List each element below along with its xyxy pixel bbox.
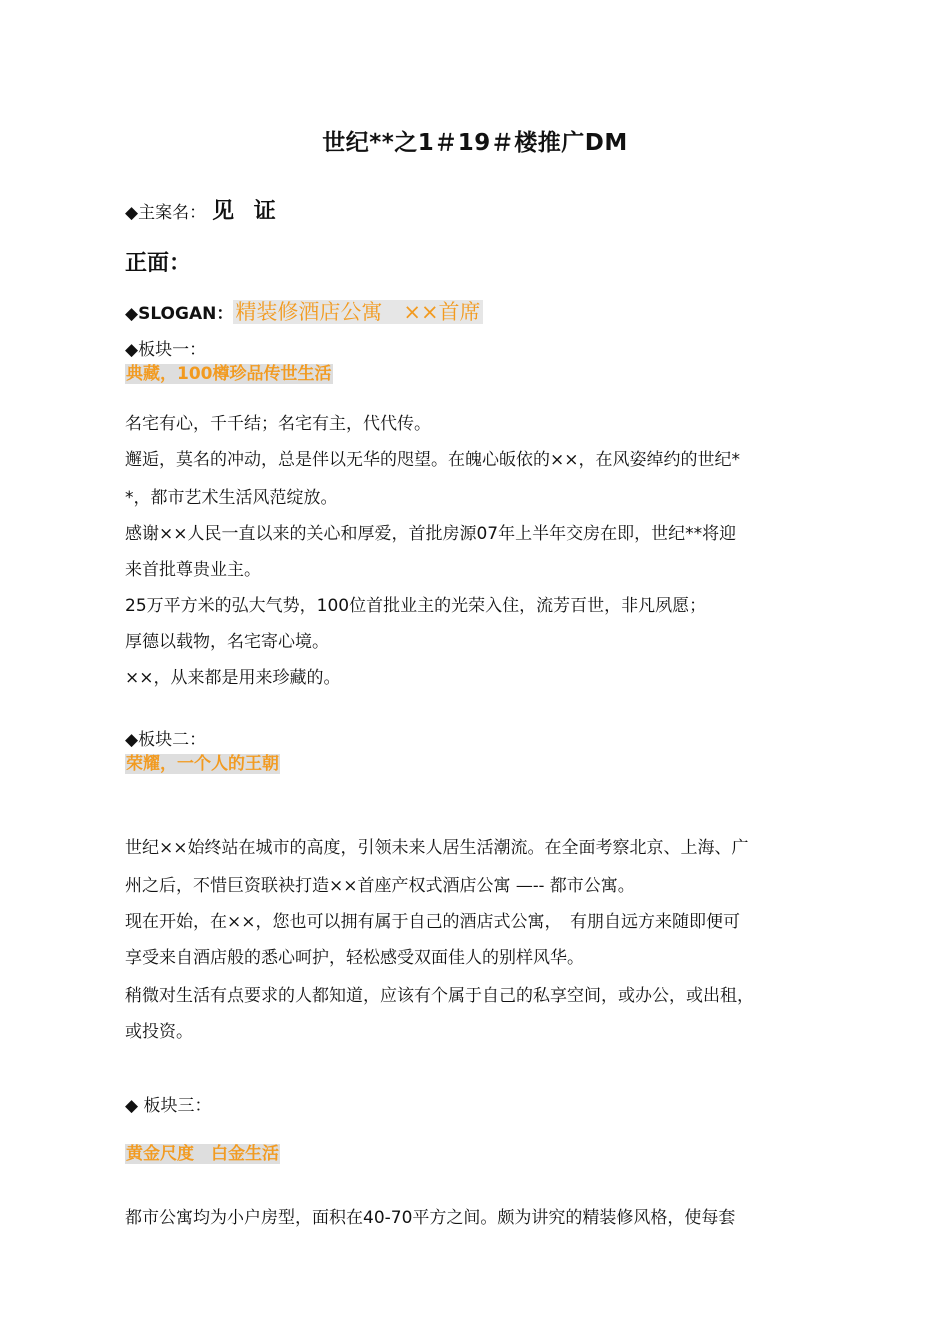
plan-name-label: ◆主案名： xyxy=(125,203,207,223)
slogan-value: 精装修酒店公寓 ××首席 xyxy=(235,300,481,324)
document-title: 世纪**之1＃19＃楼推广DM xyxy=(322,130,628,156)
block1-line: ××，从来都是用来珍藏的。 xyxy=(125,668,341,688)
block1-line: 名宅有心，千千结；名宅有主，代代传。 xyxy=(125,414,431,434)
block1-heading: 典藏，100樽珍品传世生活 xyxy=(126,364,332,384)
block1-line: 邂逅，莫名的冲动，总是伴以无华的咫望。在魄心皈依的××，在风姿绰约的世纪* xyxy=(125,450,740,470)
block1-heading-row xyxy=(125,362,333,386)
slogan-label: ◆SLOGAN： xyxy=(125,304,234,324)
block2-label: ◆板块二： xyxy=(125,730,207,750)
block1-line: 来首批尊贵业主。 xyxy=(125,560,261,580)
block2-line: 世纪××始终站在城市的高度，引领未来人居生活潮流。在全面考察北京、上海、广 xyxy=(125,838,749,858)
plan-name-value: 见 证 xyxy=(212,199,282,224)
block2-line: 或投资。 xyxy=(125,1022,193,1042)
block1-line: *，都市艺术生活风范绽放。 xyxy=(125,488,338,508)
block2-line: 享受来自酒店般的悉心呵护，轻松感受双面佳人的别样风华。 xyxy=(125,948,584,968)
block2-heading-row xyxy=(125,752,280,776)
block1-line: 厚德以载物，名宅寄心境。 xyxy=(125,632,329,652)
block2-line: 稍微对生活有点要求的人都知道，应该有个属于自己的私享空间，或办公，或出租， xyxy=(125,986,754,1006)
block3-heading: 黄金尺度 白金生活 xyxy=(126,1144,279,1164)
block1-label: ◆板块一： xyxy=(125,340,207,360)
block1-line: 感谢××人民一直以来的关心和厚爱，首批房源07年上半年交房在即，世纪**将迎 xyxy=(125,524,737,544)
block2-heading: 荣耀，一个人的王朝 xyxy=(126,754,279,774)
block3-line: 都市公寓均为小户房型，面积在40-70平方之间。颇为讲究的精装修风格，使每套 xyxy=(125,1208,736,1228)
block2-line: 现在开始，在××，您也可以拥有属于自己的酒店式公寓， 有朋自远方来随即便可 xyxy=(125,912,740,932)
block1-line: 25万平方米的弘大气势，100位首批业主的光荣入住，流芳百世，非凡夙愿； xyxy=(125,596,707,616)
block3-heading-row xyxy=(125,1142,280,1166)
front-heading: 正面： xyxy=(125,251,192,276)
block2-line: 州之后，不惜巨资联袂打造××首座产权式酒店公寓 —-- 都市公寓。 xyxy=(125,876,635,896)
plan-name-row xyxy=(125,200,282,225)
slogan-row xyxy=(125,300,483,326)
block3-label: ◆ 板块三： xyxy=(125,1096,212,1116)
